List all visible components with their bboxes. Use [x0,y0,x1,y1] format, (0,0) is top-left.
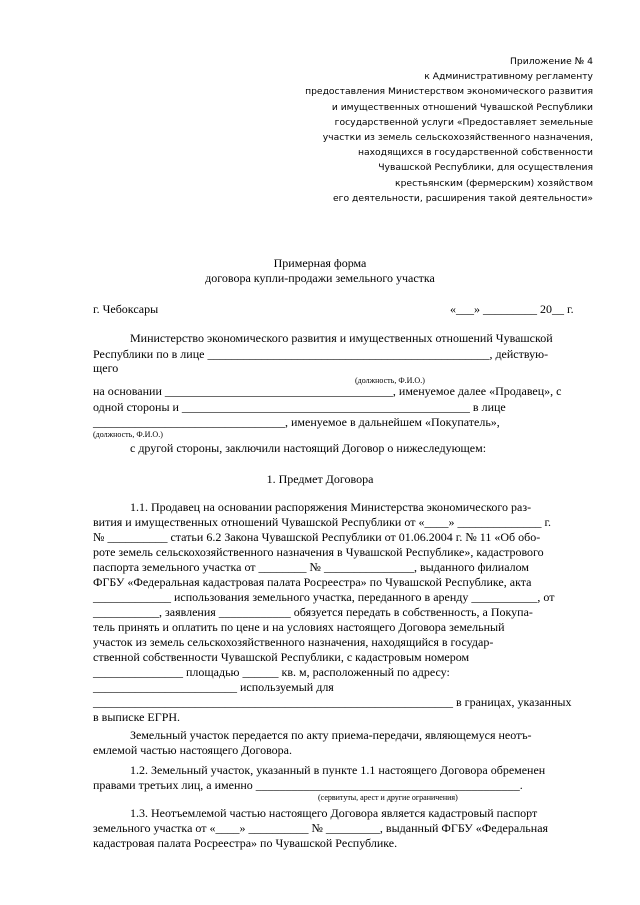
contract-date: «___» _________ 20__ г. [450,302,574,316]
paragraph-line: ________________________ используемый для [93,680,334,694]
basis-line: ________________________________, именуемое в дальнейшем «Покупатель», [93,415,500,429]
appendix-line: крестьянским (фермерским) хозяйством [395,177,593,189]
appendix-line: находящихся в государственной собственности [357,147,593,159]
concluded-line: с другой стороны, заключили настоящий Договор о нижеследующем: [130,441,487,455]
paragraph-line: № __________ статьи 6.2 Закона Чувашской Республики от 01.06.2004 г. № 11 «Об обо- [93,530,541,544]
paragraph-line: роте земель сельскохозяйственного назначения в Чувашской Республике», кадастрового [93,545,544,559]
appendix-line: предоставления Министерством экономического развития [305,86,593,98]
paragraph-line: земельного участка от «____» __________ № _________, выданный ФГБУ «Федеральная [93,821,549,835]
basis-line: на основании ______________________________________, именуемое далее «Продавец», с [93,384,562,398]
intro-line: щего [93,361,119,375]
paragraph-line: _____________ использования земельного участка, переданного в аренду ___________, от [93,590,555,604]
paragraph-line: 1.1. Продавец на основании распоряжения Министерства экономического раз- [130,500,532,514]
intro-line: Республики по в лице _______________________________________________, действую- [93,347,549,361]
appendix-line: государственной услуги «Предоставляет земельные [334,116,593,128]
paragraph-line: ____________________________________________________________ в границах, указанных [93,695,572,709]
hint-position: (должность, Ф.И.О.) [93,430,163,439]
appendix-line: Чувашской Республики, для осуществления [378,162,593,174]
appendix-line: его деятельности, расширения такой деятельности» [333,192,593,204]
paragraph-line: емлемой частью настоящего Договора. [93,743,292,757]
hint-position: (должность, Ф.И.О.) [355,376,425,385]
paragraph-line: участок из земель сельскохозяйственного назначения, находящийся в государ- [93,635,494,649]
paragraph-line: 1.2. Земельный участок, указанный в пункте 1.1 настоящего Договора обременен [130,763,546,777]
paragraph-line: 1.3. Неотъемлемой частью настоящего Договора является кадастровый паспорт [130,806,538,820]
paragraph-line: вития и имущественных отношений Чувашской Республики от «____» ______________ г. [93,515,552,529]
paragraph-line: _______________ площадью ______ кв. м, расположенный по адресу: [93,665,450,679]
basis-line: одной стороны и ________________________________________________ в лице [93,400,506,414]
appendix-line: и имущественных отношений Чувашской Республики [331,101,593,113]
paragraph-line: ___________, заявления ____________ обязуется передать в собственность, а Покупа- [93,605,533,619]
appendix-line: к Административному регламенту [424,71,593,83]
paragraph-line: тель принять и оплатить по цене и на условиях настоящего Договора земельный [93,620,505,634]
paragraph-line: кадастровая палата Росреестра» по Чувашской Республике. [93,836,398,850]
paragraph-line: Земельный участок передается по акту приема-передачи, являющемуся неотъ- [130,728,532,742]
appendix-line: Приложение № 4 [509,56,593,67]
intro-line: Министерство экономического развития и имущественных отношений Чувашской [130,331,553,345]
section-heading: 1. Предмет Договора [266,472,374,486]
hint-encumbrance: (сервитуты, арест и другие ограничения) [318,793,458,802]
paragraph-line: ФГБУ «Федеральная кадастровая палата Росреестра» по Чувашской Республике, акта [93,575,532,589]
paragraph-line: ственной собственности Чувашской Республики, с кадастровым номером [93,650,470,664]
paragraph-line: в выписке ЕГРН. [93,710,181,724]
city: г. Чебоксары [93,302,159,316]
form-title: Примерная форма [273,256,367,270]
paragraph-line: правами третьих лиц, а именно ____________________________________________. [93,778,523,792]
appendix-line: участки из земель сельскохозяйственного назначения, [322,132,593,144]
paragraph-line: паспорта земельного участка от ________ № _______________, выданного филиалом [93,560,530,574]
form-subtitle: договора купли-продажи земельного участка [205,271,435,285]
appendix-header [300,54,593,206]
